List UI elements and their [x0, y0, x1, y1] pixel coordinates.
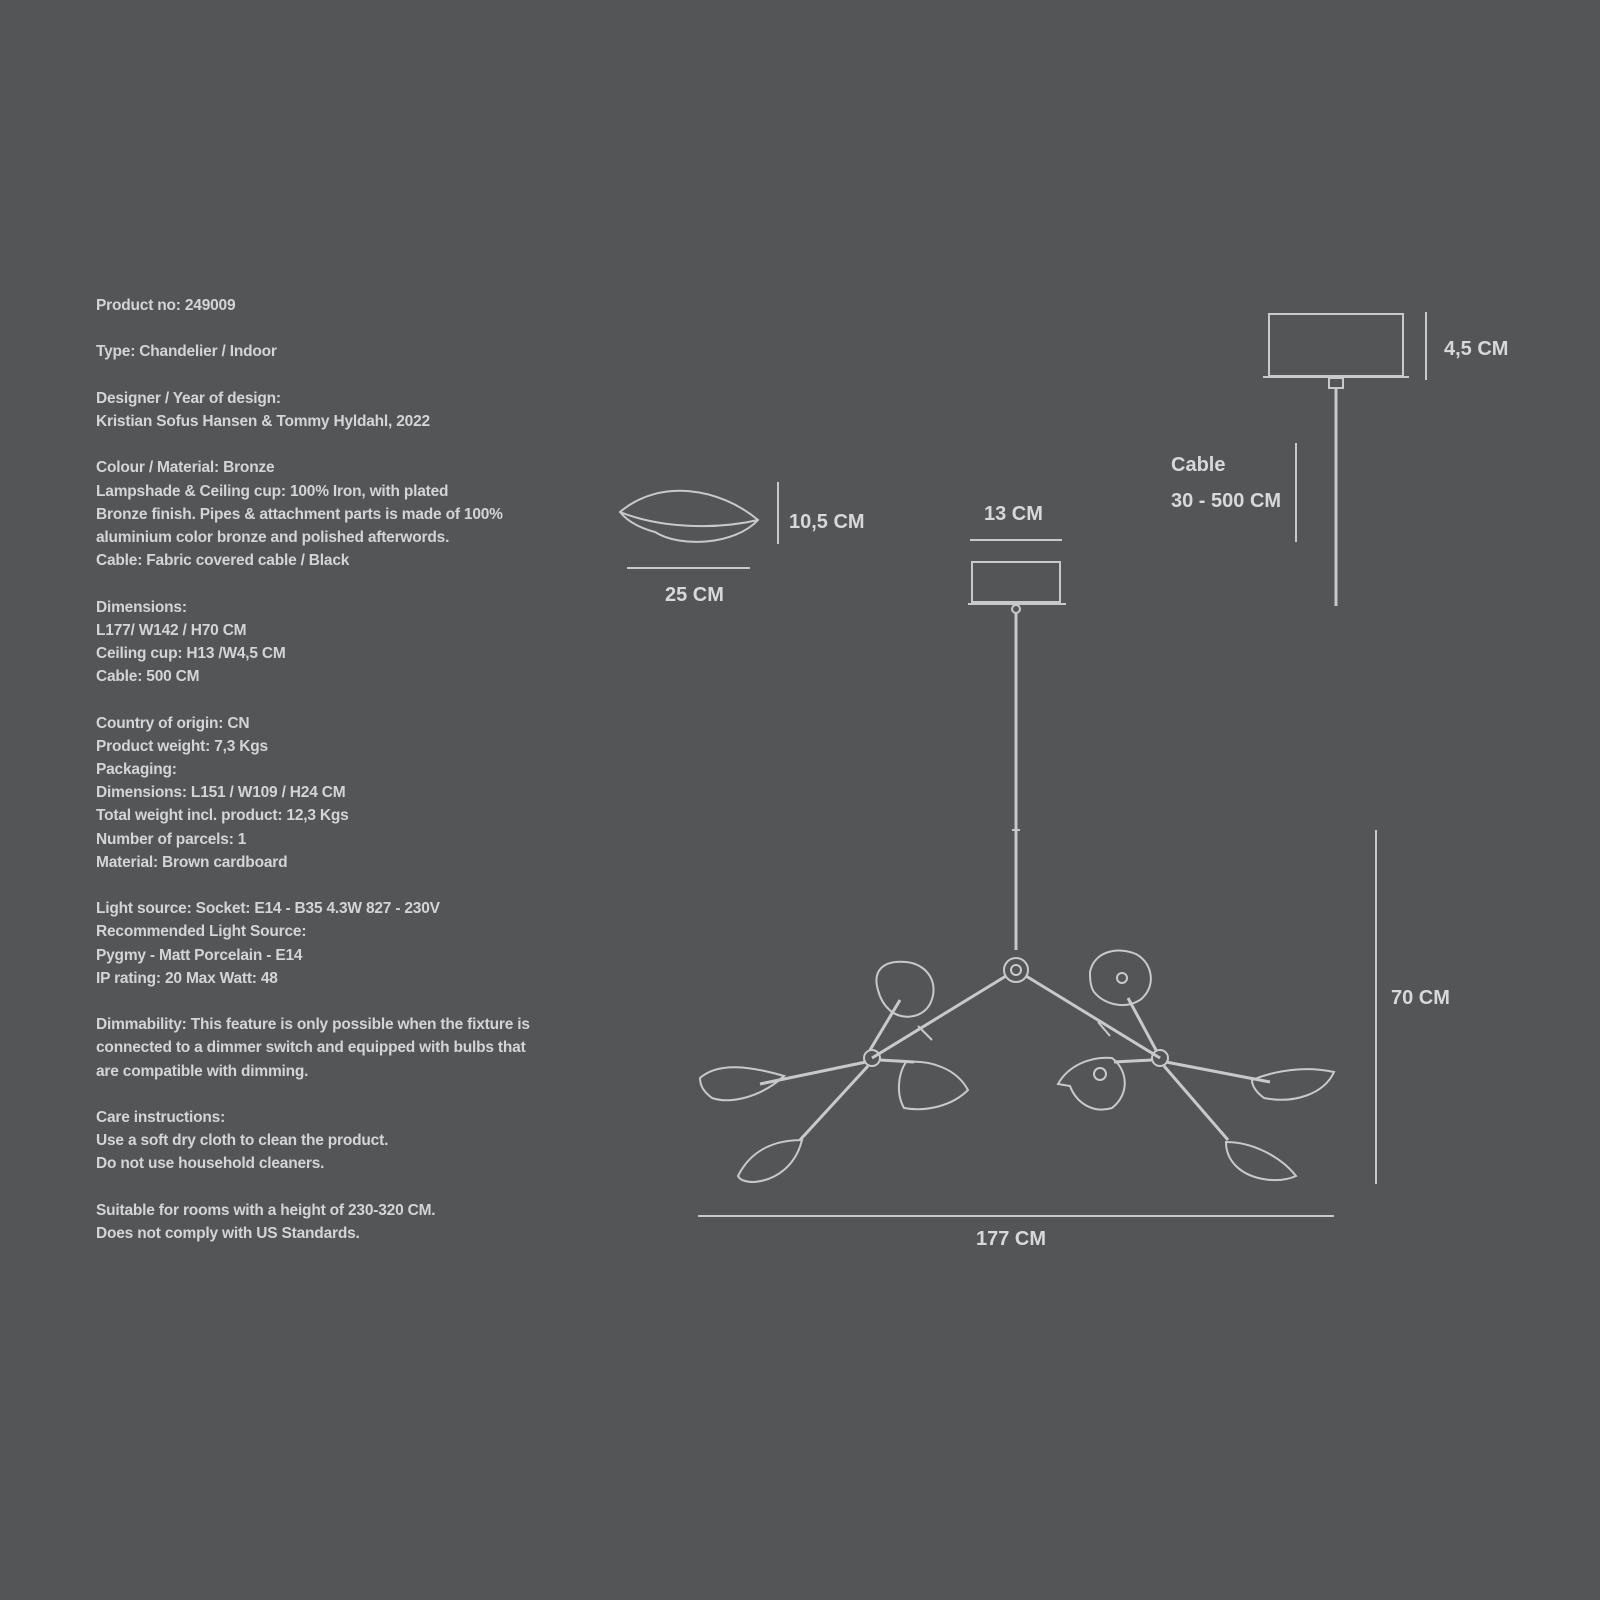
designer-label: Designer / Year of design: — [96, 389, 281, 407]
material-line: Bronze finish. Pipes & attachment parts is made of 100% — [96, 505, 503, 523]
chandelier-body — [700, 951, 1334, 1182]
dimensions-line: L177/ W142 / H70 CM — [96, 621, 247, 639]
shade-right-inner — [1058, 1058, 1125, 1110]
cable-label: Cable — [1171, 454, 1226, 476]
us-standards: Does not comply with US Standards. — [96, 1224, 360, 1242]
cup-connector — [1329, 378, 1343, 388]
packaging-weight: Total weight incl. product: 12,3 Kgs — [96, 807, 349, 825]
shade-left-upper — [876, 962, 933, 1017]
parcel-count: Number of parcels: 1 — [96, 830, 247, 848]
product-weight: Product weight: 7,3 Kgs — [96, 737, 268, 755]
left-lower-arm — [800, 1066, 868, 1140]
shade-left-outer — [700, 1067, 784, 1100]
hub — [1004, 958, 1028, 982]
light-source: Light source: Socket: E14 - B35 4.3W 827 - 230V — [96, 900, 440, 918]
left-main-arm — [872, 976, 1006, 1058]
shade-right-lower — [1226, 1142, 1296, 1180]
designer-value: Kristian Sofus Hansen & Tommy Hyldahl, 2022 — [96, 412, 430, 430]
packaging-dimensions: Dimensions: L151 / W109 / H24 CM — [96, 784, 346, 802]
care-label: Care instructions: — [96, 1108, 226, 1126]
dimensions-line: Cable: 500 CM — [96, 668, 200, 686]
shade-left-inner — [899, 1062, 968, 1109]
care-line: Do not use household cleaners. — [96, 1155, 325, 1173]
cup-height-label: 4,5 CM — [1444, 338, 1509, 360]
ceiling-cup — [972, 562, 1060, 602]
material-line: Cable: Fabric covered cable / Black — [96, 552, 350, 570]
cable-range-label: 30 - 500 CM — [1171, 490, 1282, 512]
shade-detail — [620, 491, 758, 542]
shade-height-label: 10,5 CM — [789, 511, 865, 533]
dimensions-line: Ceiling cup: H13 /W4,5 CM — [96, 644, 286, 662]
dimmability-line: connected to a dimmer switch and equipped with bulbs that — [96, 1039, 526, 1057]
shade-right-outer — [1252, 1069, 1334, 1100]
recommended-value: Pygmy - Matt Porcelain - E14 — [96, 946, 303, 964]
product-type: Type: Chandelier / Indoor — [96, 343, 277, 361]
material-line: aluminium color bronze and polished afterwords. — [96, 528, 450, 546]
cup-joint — [1012, 605, 1020, 613]
cup-width-label: 13 CM — [984, 503, 1043, 525]
dimmability-line: Dimmability: This feature is only possible when the fixture is — [96, 1016, 530, 1034]
left-arm-coupler — [918, 1026, 932, 1040]
product-number: Product no: 249009 — [96, 297, 236, 314]
material-line: Colour / Material: Bronze — [96, 459, 275, 477]
ip-rating: IP rating: 20 Max Watt: 48 — [96, 969, 278, 987]
ceiling-cup-detail — [1269, 314, 1403, 376]
shade-left-lower — [738, 1140, 802, 1182]
material-line: Lampshade & Ceiling cup: 100% Iron, with plated — [96, 482, 449, 500]
bulb-right-inner — [1094, 1068, 1106, 1080]
right-lower-arm — [1164, 1066, 1228, 1140]
height-label: 70 CM — [1391, 987, 1450, 1009]
care-line: Use a soft dry cloth to clean the product. — [96, 1132, 389, 1150]
dimensions-label: Dimensions: — [96, 598, 187, 616]
packaging-label: Packaging: — [96, 760, 177, 778]
shade-width-label: 25 CM — [665, 584, 724, 606]
origin: Country of origin: CN — [96, 714, 250, 732]
room-height: Suitable for rooms with a height of 230-320 CM. — [96, 1201, 436, 1219]
shade-right-upper — [1090, 951, 1151, 1005]
length-label: 177 CM — [976, 1228, 1047, 1250]
hub-core — [1011, 965, 1021, 975]
right-inner-arm — [1114, 1060, 1152, 1062]
packaging-material: Material: Brown cardboard — [96, 853, 288, 871]
bulb-right-upper — [1117, 973, 1127, 983]
dimmability-line: are compatible with dimming. — [96, 1062, 309, 1080]
recommended-label: Recommended Light Source: — [96, 923, 307, 941]
